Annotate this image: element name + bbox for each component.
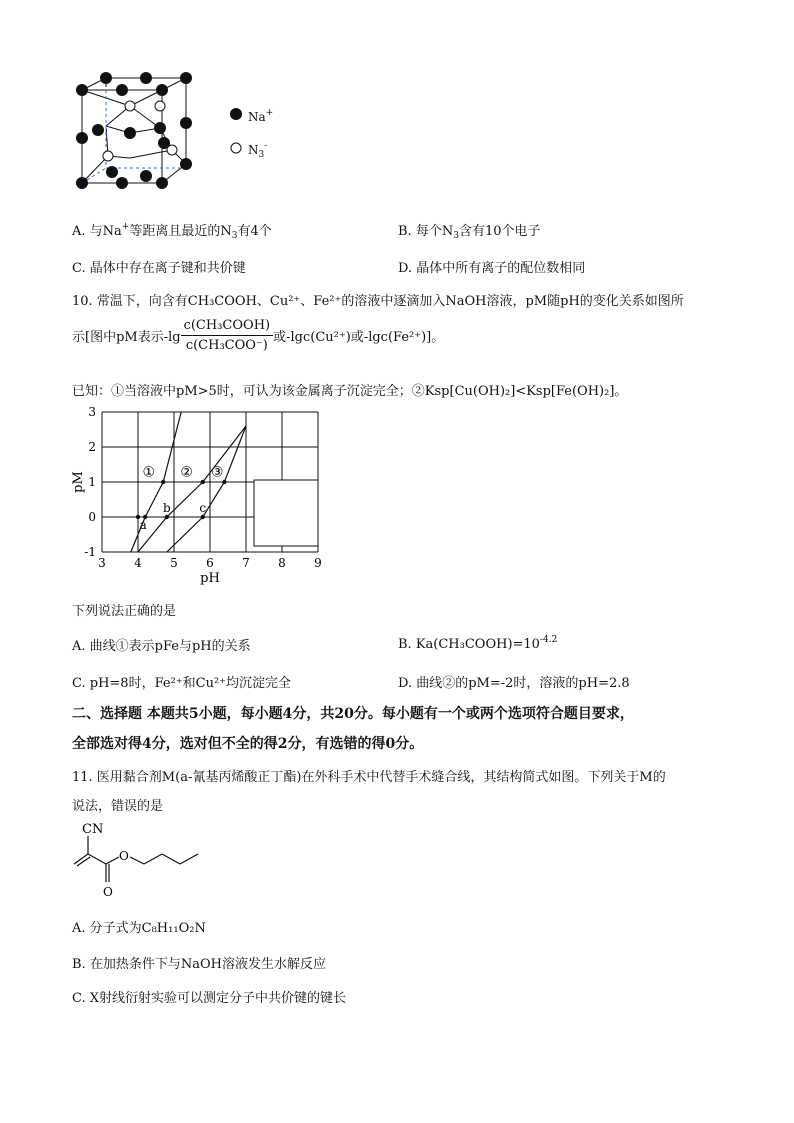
x-tick-label: 3 bbox=[98, 556, 106, 570]
curve-label-3: ③ bbox=[210, 464, 224, 481]
q9-option-c: C. 晶体中存在离子键和共价键 bbox=[72, 261, 246, 276]
pm-ph-chart bbox=[70, 402, 330, 587]
q11-option-b: B. 在加热条件下与NaOH溶液发生水解反应 bbox=[72, 957, 326, 972]
m-structure-formula bbox=[70, 818, 210, 900]
marker-dot bbox=[161, 480, 165, 484]
na-legend-marker bbox=[230, 108, 242, 120]
point-label-a: a bbox=[139, 518, 147, 532]
na-legend-label: Na+ bbox=[248, 108, 274, 124]
series-line-2 bbox=[138, 426, 246, 552]
y-tick-label: -1 bbox=[84, 545, 96, 559]
point-c bbox=[201, 515, 205, 519]
q9-option-b: B. 每个$N_3$含有10个电子 bbox=[398, 224, 541, 241]
q10-stem-line2: 示[图中pM表示-lg $\frac{\text{c(CH₃COOH)}}{\text{c(CH₃COO⁻)}}$ 或-lgc(Cu²⁺)或-lgc(Fe²⁺)]。 bbox=[72, 318, 445, 353]
y-tick-label: 3 bbox=[88, 405, 96, 419]
q11-stem-line1: 11. 医用黏合剂M(a-氰基丙烯酸正丁酯)在外科手术中代替手术缝合线，其结构简式如图。下列关于M的 bbox=[72, 770, 666, 785]
n3-legend-marker bbox=[231, 143, 241, 153]
series-line-3 bbox=[167, 426, 246, 552]
q10-option-b: B. $Ka(CH_3COOH)=10^{-4.2}$ bbox=[398, 635, 558, 652]
curve-label-1: ① bbox=[142, 464, 156, 481]
pm-fraction: $\frac{\text{c(CH₃COOH)}}{\text{c(CH₃COO⁻)}}$ bbox=[181, 318, 274, 353]
q10-option-d: D. 曲线②的pM=-2时，溶液的pH=2.8 bbox=[398, 676, 630, 691]
x-axis-title: pH bbox=[200, 571, 220, 586]
y-axis-title: pM bbox=[71, 471, 86, 493]
section2-heading-line2: 全部选对得4分，选对但不全的得2分，有选错的得0分。 bbox=[72, 736, 424, 752]
q11-option-a: A. 分子式为C₈H₁₁O₂N bbox=[72, 921, 206, 936]
q11-stem-line2: 说法，错误的是 bbox=[72, 799, 164, 814]
q10-stem-line1: 10. 常温下，向含有CH₃COOH、Cu²⁺、Fe²⁺的溶液中逐滴加入NaOH溶液，pM随pH的变化关系如图所 bbox=[72, 294, 684, 309]
point-b bbox=[165, 515, 169, 519]
y-tick-label: 1 bbox=[88, 475, 96, 489]
carbonyl-o-label: O bbox=[103, 885, 113, 899]
q11-option-c: C. X射线衍射实验可以测定分子中共价键的键长 bbox=[72, 991, 347, 1006]
point-label-b: b bbox=[162, 501, 171, 515]
q9-option-a: A. 与Na+等距离且最近的$N_3$有4个 bbox=[72, 222, 272, 241]
x-tick-label: 6 bbox=[206, 556, 214, 570]
x-tick-label: 8 bbox=[278, 556, 286, 570]
cn-label: CN bbox=[82, 822, 104, 837]
n3-legend-label: $N_3^-$ bbox=[248, 141, 268, 160]
q10-known: 已知：①当溶液中pM>5时，可认为该金属离子沉淀完全；②Ksp[Cu(OH)₂]<Ksp[Fe(OH)₂]。 bbox=[72, 384, 628, 399]
curve-label-2: ② bbox=[180, 464, 193, 481]
q10-option-a: A. 曲线①表示pFe与pH的关系 bbox=[72, 639, 251, 654]
q9-option-d: D. 晶体中所有离子的配位数相同 bbox=[398, 261, 586, 276]
y-tick-label: 2 bbox=[88, 440, 96, 454]
point-label-c: c bbox=[199, 501, 207, 515]
x-tick-label: 5 bbox=[170, 556, 178, 570]
marker-dot bbox=[201, 480, 205, 484]
y-tick-label: 0 bbox=[88, 510, 96, 524]
ester-o-label: O bbox=[119, 849, 129, 863]
section2-heading-line1: 二、选择题 本题共5小题，每小题4分，共20分。每小题有一个或两个选项符合题目要求， bbox=[72, 706, 634, 722]
q10-question: 下列说法正确的是 bbox=[72, 604, 177, 619]
x-tick-label: 7 bbox=[242, 556, 250, 570]
x-tick-label: 9 bbox=[314, 556, 322, 570]
q10-option-c: C. pH=8时，Fe²⁺和Cu²⁺均沉淀完全 bbox=[72, 676, 292, 691]
crystal-structure-figure bbox=[60, 68, 300, 198]
x-tick-label: 4 bbox=[134, 556, 142, 570]
